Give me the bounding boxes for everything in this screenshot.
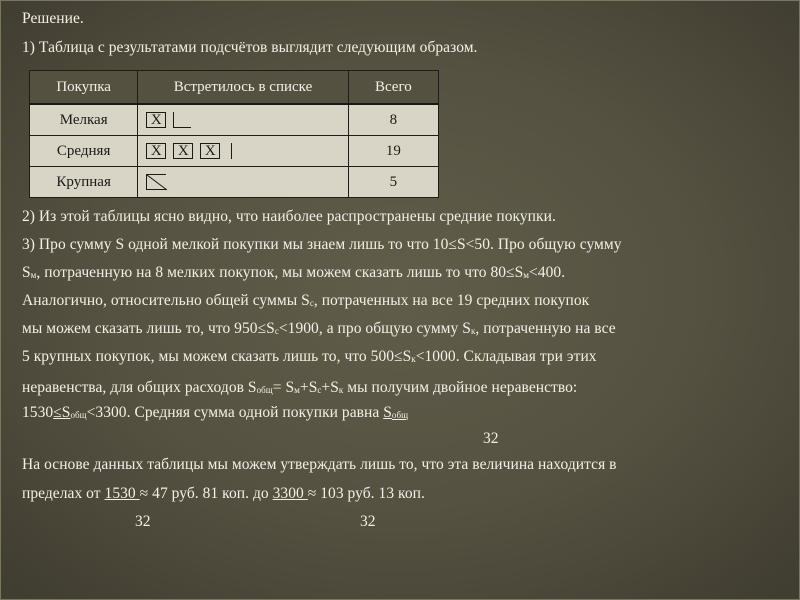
step-3-line-5: 5 крупных покупок, мы можем сказать лишь то, что 500≤Sк<1000. Складывая три этих bbox=[22, 348, 597, 365]
step-3-line-2: Sм, потраченную на 8 мелких покупок, мы можем сказать лишь то что 80≤Sм<400. bbox=[22, 264, 566, 281]
header-total: Всего bbox=[348, 71, 438, 105]
step-3-line-1: 3) Про сумму S одной мелкой покупки мы знаем лишь то что 10≤S<50. Про общую сумму bbox=[22, 236, 622, 253]
fraction-denominator-min: 32 bbox=[135, 513, 151, 530]
row-total: 19 bbox=[348, 136, 438, 167]
tally-box-icon: X bbox=[146, 143, 166, 159]
step-2-text: 2) Из этой таблицы ясно видно, что наиболее распространены средние покупки. bbox=[22, 208, 556, 225]
row-name: Мелкая bbox=[30, 104, 138, 136]
tally-bar-icon bbox=[231, 143, 232, 159]
tally-cell bbox=[138, 167, 348, 198]
fraction-denominator-max: 32 bbox=[360, 513, 376, 530]
row-total: 5 bbox=[348, 167, 438, 198]
step-3-line-6: неравенства, для общих расходов Sобщ= Sм+Sс+Sк мы получим двойное неравенство: bbox=[22, 379, 578, 396]
table-row-large bbox=[30, 167, 439, 198]
step-3-line-3: Аналогично, относительно общей суммы Sс, потраченных на все 19 средних покупок bbox=[22, 292, 590, 309]
tally-cell bbox=[138, 136, 348, 167]
tally-table bbox=[29, 70, 439, 198]
conclusion-line-2: пределах от 1530 ≈ 47 руб. 81 коп. до 3300 ≈ 103 руб. 13 коп. bbox=[22, 485, 425, 502]
tally-slash-icon bbox=[146, 174, 166, 190]
table-header-row bbox=[30, 71, 439, 105]
tally-cell bbox=[138, 104, 348, 136]
step-3-line-7: 1530≤Sобщ<3300. Средняя сумма одной покупки равна Sобщ bbox=[22, 404, 409, 421]
solution-heading: Решение. bbox=[22, 10, 84, 27]
header-seen: Встретилось в списке bbox=[138, 71, 348, 105]
header-purchase: Покупка bbox=[30, 71, 138, 105]
row-total: 8 bbox=[348, 104, 438, 136]
tally-box-icon: X bbox=[200, 143, 220, 159]
table-row-medium bbox=[30, 136, 439, 167]
row-name: Крупная bbox=[30, 167, 138, 198]
tally-box-icon: X bbox=[146, 112, 166, 128]
fraction-denominator: 32 bbox=[483, 430, 499, 447]
step-1-text: 1) Таблица с результатами подсчётов выглядит следующим образом. bbox=[22, 39, 478, 56]
step-3-line-4: мы можем сказать лишь то, что 950≤Sс<1900, а про общую сумму Sк, потраченную на все bbox=[22, 320, 616, 337]
tally-box-icon: X bbox=[173, 143, 193, 159]
conclusion-line-1: На основе данных таблицы мы можем утверждать лишь то, что эта величина находится в bbox=[22, 456, 617, 473]
row-name: Средняя bbox=[30, 136, 138, 167]
tally-corner-icon bbox=[173, 112, 191, 128]
table-row-small bbox=[30, 104, 439, 136]
